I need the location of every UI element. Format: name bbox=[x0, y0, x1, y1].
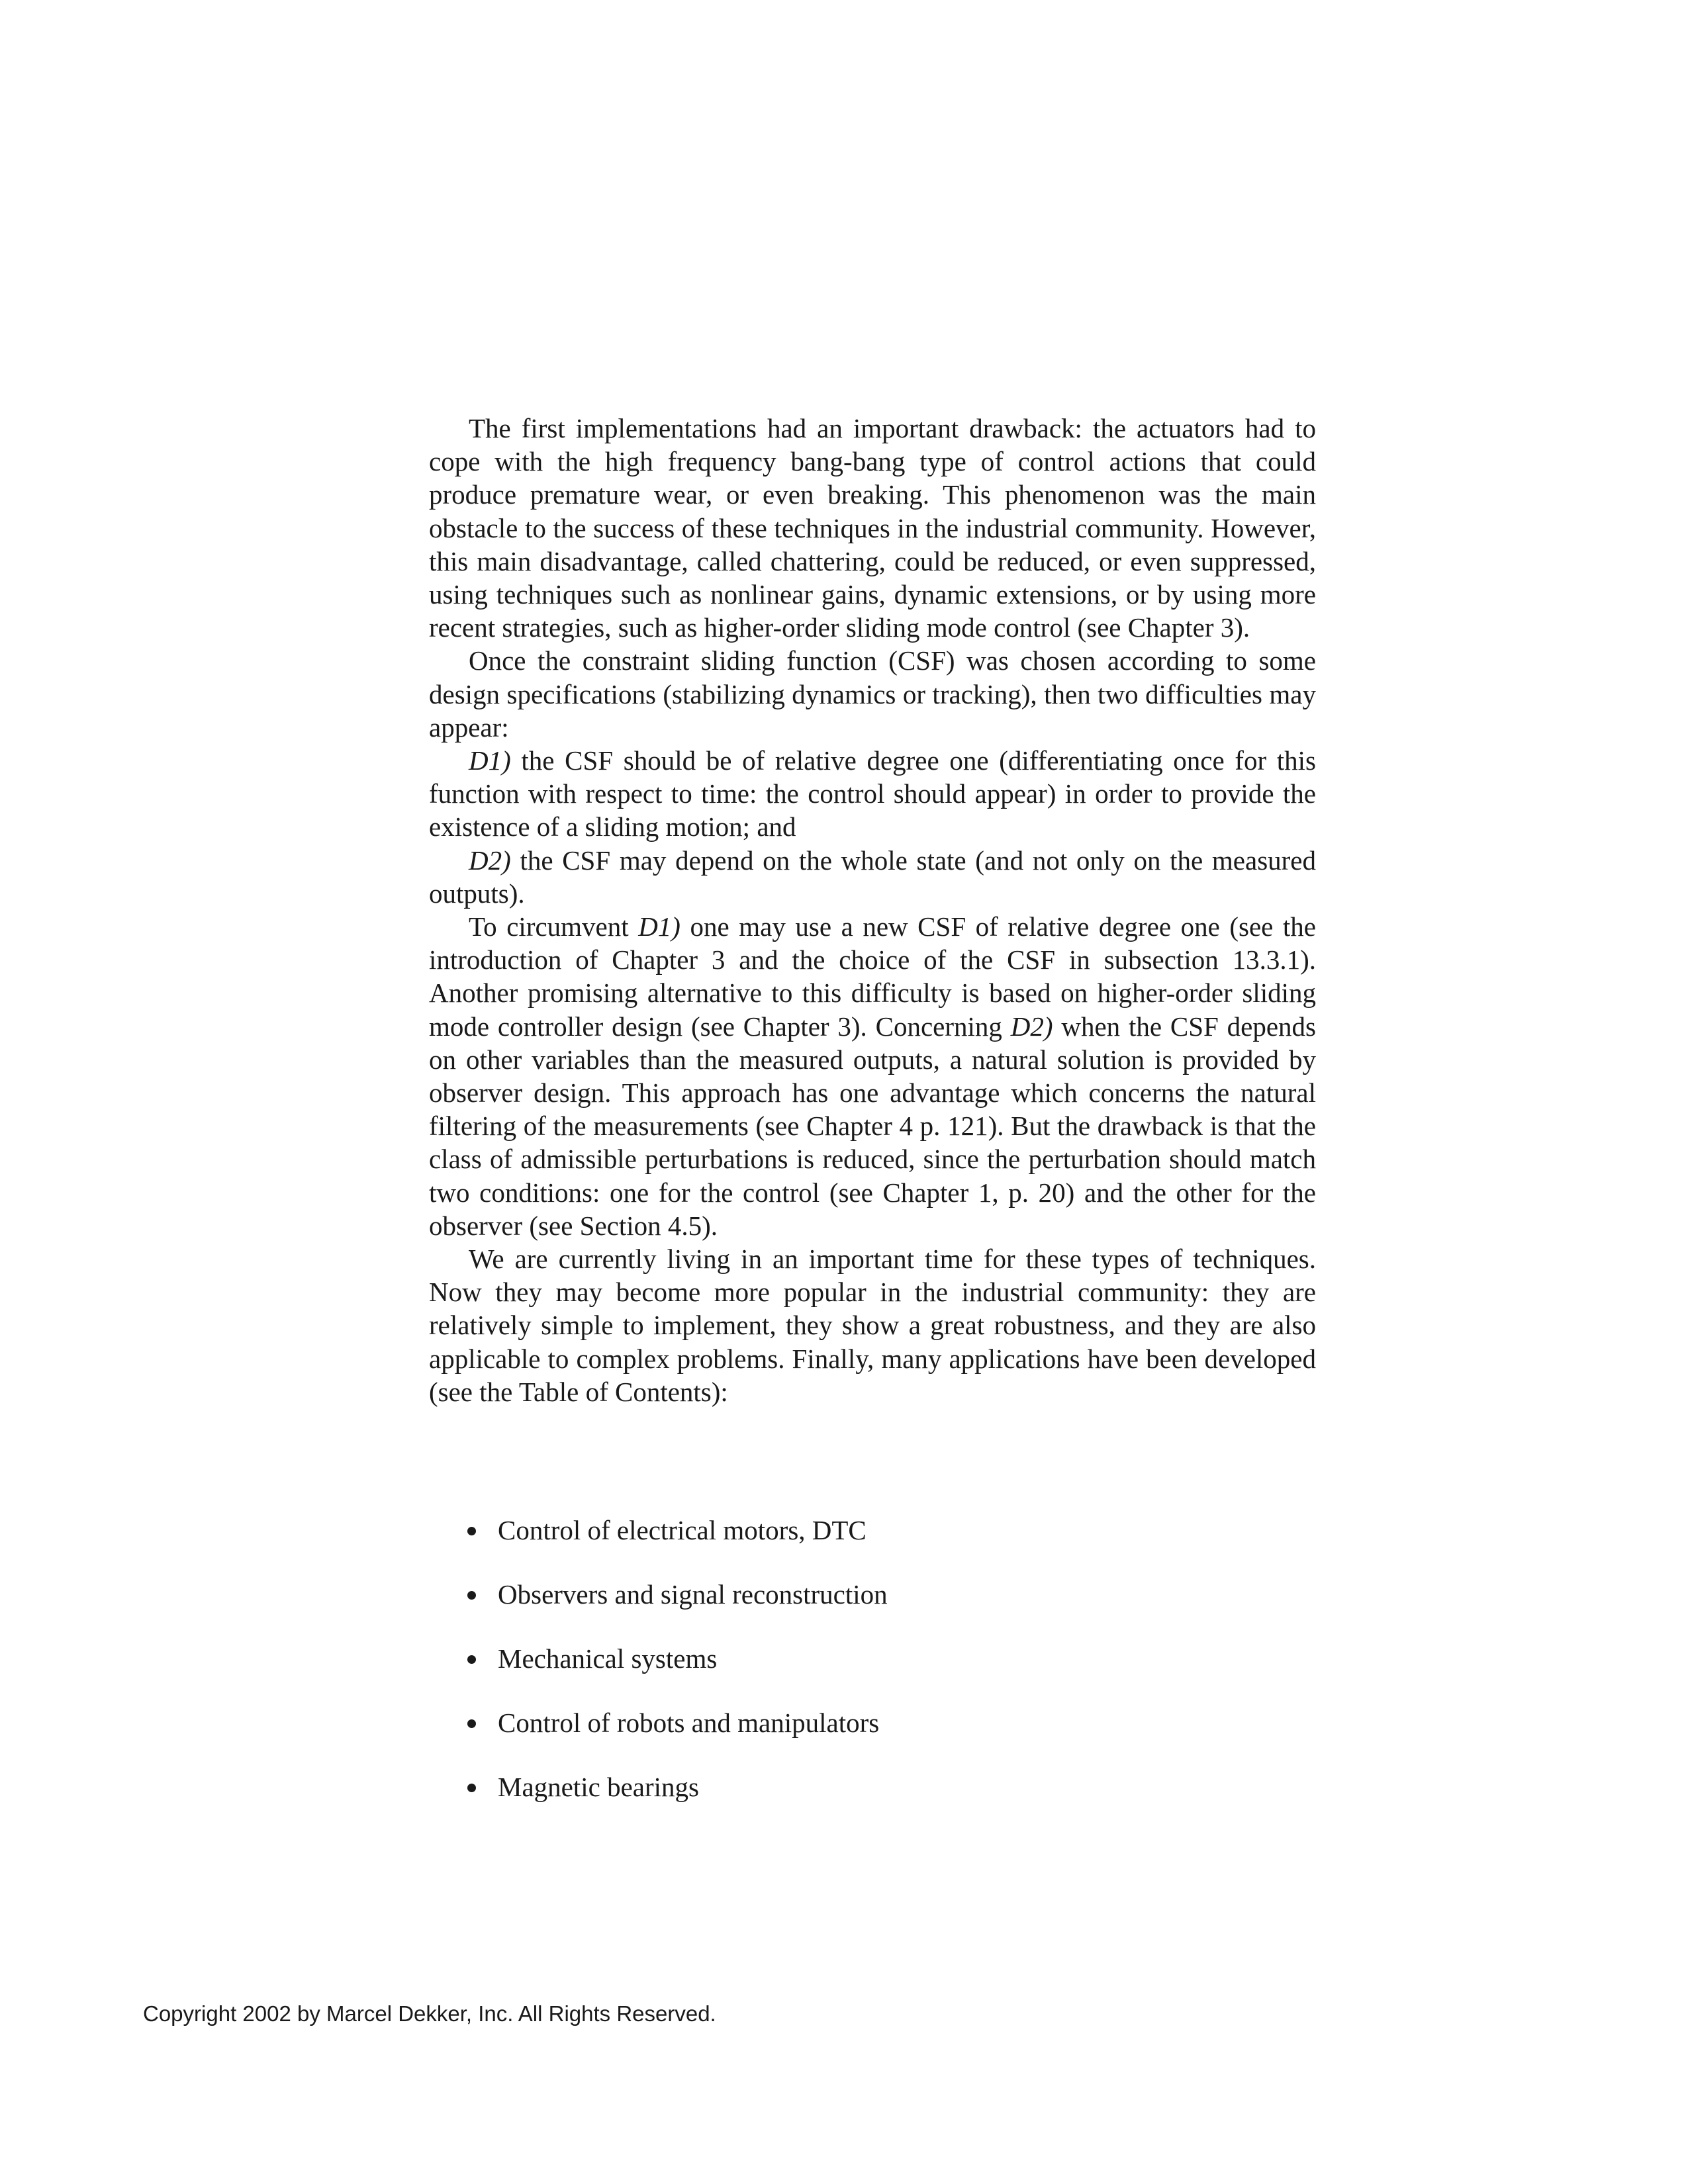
d2-label: D2) bbox=[1010, 1011, 1053, 1042]
bullet-icon bbox=[467, 1527, 476, 1535]
d1-label: D1) bbox=[638, 911, 680, 942]
paragraph-chattering bbox=[429, 412, 1316, 644]
list-item-text: Magnetic bearings bbox=[498, 1772, 699, 1802]
list-item bbox=[463, 1514, 1258, 1578]
d2-label: D2) bbox=[469, 844, 511, 876]
paragraph-csf-difficulties bbox=[429, 644, 1316, 744]
paragraph-text: To circumvent bbox=[469, 911, 639, 942]
paragraph-text: We are currently living in an important time for these types of techniques. Now they may become more popular in the industrial community: they are relatively simple to implement, they show a great robustness, and they are also applicable to complex problems. Finally, many applications have been developed (see the Table of Contents): bbox=[429, 1244, 1316, 1407]
list-item bbox=[463, 1770, 1258, 1835]
list-item bbox=[463, 1578, 1258, 1642]
paragraph-circumvent bbox=[429, 910, 1316, 1242]
bullet-icon bbox=[467, 1591, 476, 1600]
paragraph-text: the CSF may depend on the whole state (and not only on the measured outputs). bbox=[429, 844, 1316, 909]
paragraph-text: one may use a new CSF of relative degree one (see the introduction of Chapter 3 and the choice of the CSF in subsection 13.3.1). Another promising alternative to this difficulty is based on higher-order sliding mode controller design (see Chapter 3). Concerning bbox=[429, 911, 1316, 1042]
list-item-text: Control of electrical motors, DTC bbox=[498, 1515, 867, 1545]
list-item-text: Control of robots and manipulators bbox=[498, 1707, 880, 1738]
bullet-icon bbox=[467, 1719, 476, 1728]
paragraph-text: The first implementations had an important drawback: the actuators had to cope with the high frequency bang-bang type of control actions that could produce premature wear, or even breaking. This phenomenon was the main obstacle to the success of these techniques in the industrial community. However, this main disadvantage, called chattering, could be reduced, or even suppressed, using techniques such as nonlinear gains, dynamic extensions, or by using more recent strategies, such as higher-order sliding mode control (see Chapter 3). bbox=[429, 413, 1316, 643]
paragraph-text: Once the constraint sliding function (CSF) was chosen according to some design specifications (stabilizing dynamics or tracking), then two difficulties may appear: bbox=[429, 645, 1316, 743]
list-item-text: Mechanical systems bbox=[498, 1643, 718, 1674]
d1-label: D1) bbox=[469, 745, 511, 776]
copyright-footer: Copyright 2002 by Marcel Dekker, Inc. All Rights Reserved. bbox=[143, 2001, 716, 2026]
paragraph-applications-intro bbox=[429, 1242, 1316, 1408]
bullet-icon bbox=[467, 1655, 476, 1664]
list-item-text: Observers and signal reconstruction bbox=[498, 1579, 888, 1610]
list-item bbox=[463, 1706, 1258, 1770]
paragraph-text: the CSF should be of relative degree one (differentiating once for this function with respect to time: the control should appear) in order to provide the existence of a sliding motion; and bbox=[429, 745, 1316, 842]
paragraph-d2-definition bbox=[429, 844, 1316, 910]
applications-list bbox=[463, 1514, 1258, 1835]
list-item bbox=[463, 1642, 1258, 1706]
paragraph-text: when the CSF depends on other variables than the measured outputs, a natural solution is provided by observer design. This approach has one advantage which concerns the natural filtering of the measurements (see Chapter 4 p. 121). But the drawback is that the class of admissible perturbations is reduced, since the perturbation should match two conditions: one for the control (see Chapter 1, p. 20) and the other for the observer (see Section 4.5). bbox=[429, 1011, 1316, 1241]
bullet-icon bbox=[467, 1784, 476, 1792]
body-text bbox=[429, 412, 1316, 1408]
paragraph-d1-definition bbox=[429, 744, 1316, 844]
